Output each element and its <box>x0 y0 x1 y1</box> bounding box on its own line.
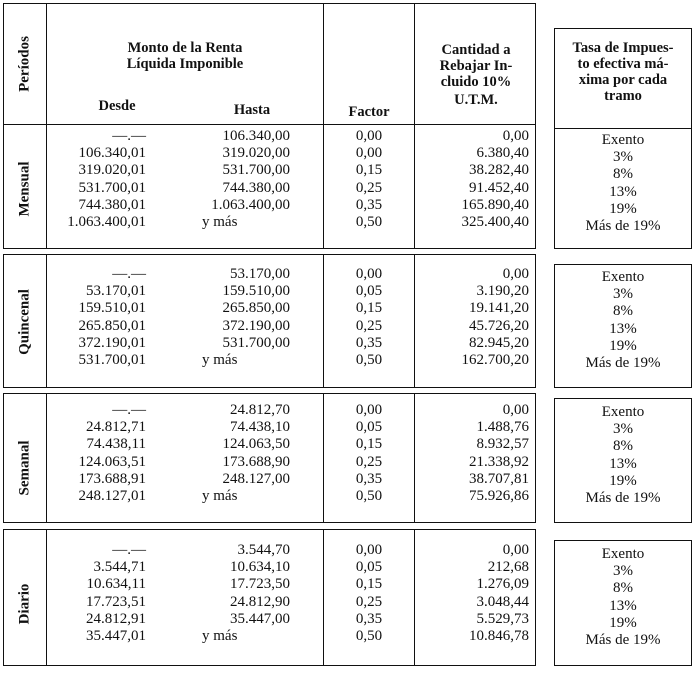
factor-cell: 0,35 <box>355 196 383 213</box>
cantidad-cell: 45.726,20 <box>469 317 529 334</box>
tasa-cell: 8% <box>613 303 633 320</box>
tasa-cell: 19% <box>609 200 637 217</box>
factor-cell: 0,35 <box>355 334 383 351</box>
desde-column <box>44 128 146 231</box>
tasa-cell: 8% <box>613 438 633 455</box>
tasa-cell: Exento <box>601 546 645 562</box>
tasa-box-mensual <box>554 128 692 249</box>
desde-cell: 265.850,01 <box>78 317 146 334</box>
tasa-cell: 19% <box>609 337 637 354</box>
factor-cell: 0,25 <box>355 317 383 334</box>
desde-cell: 3.544,71 <box>93 559 146 576</box>
tasa-cell: 13% <box>609 320 637 337</box>
hasta-cell: 265.850,00 <box>222 300 290 317</box>
factor-cell: 0,00 <box>355 145 383 162</box>
factor-cell: 0,25 <box>355 453 383 470</box>
desde-cell: 124.063,51 <box>78 453 146 470</box>
factor-cell: 0,15 <box>355 576 383 593</box>
tasa-cell: 19% <box>609 472 637 489</box>
periods-header: Períodos <box>16 36 33 92</box>
cantidad-cell: 0,00 <box>502 542 529 558</box>
main-table <box>3 3 536 249</box>
factor-cell: 0,50 <box>355 213 383 230</box>
desde-cell: —.— <box>112 266 146 282</box>
tasa-cell: 19% <box>609 614 637 631</box>
desde-cell: 1.063.400,01 <box>67 213 146 230</box>
cantidad-cell: 91.452,40 <box>469 179 529 196</box>
desde-cell: 35.447,01 <box>86 627 146 644</box>
desde-cell: 531.700,01 <box>78 351 146 368</box>
desde-cell: 10.634,11 <box>86 576 146 593</box>
tasa-cell: 3% <box>613 563 633 580</box>
tasa-cell: Exento <box>601 132 645 148</box>
tasa-cell: 13% <box>609 455 637 472</box>
desde-cell: 24.812,91 <box>86 610 146 627</box>
cantidad-cell: 6.380,40 <box>476 145 529 162</box>
factor-cell: 0,00 <box>355 128 383 144</box>
desde-cell: 106.340,01 <box>78 145 146 162</box>
cantidad-cell: 21.338,92 <box>469 453 529 470</box>
tasa-box-semanal <box>554 398 692 523</box>
hasta-cell: 24.812,90 <box>230 593 290 610</box>
cantidad-cell: 1.276,09 <box>476 576 529 593</box>
factor-column <box>324 542 414 645</box>
cantidad-cell: 0,00 <box>502 266 529 282</box>
desde-column <box>44 542 146 645</box>
desde-column <box>44 266 146 369</box>
tasa-cell: 3% <box>613 421 633 438</box>
hasta-cell: 3.544,70 <box>237 542 290 558</box>
hasta-cell: 372.190,00 <box>222 317 290 334</box>
section-semanal <box>3 393 536 523</box>
tasa-cell: Más de 19% <box>585 489 661 506</box>
tasa-cell: Más de 19% <box>585 217 661 234</box>
cantidad-column <box>415 266 529 369</box>
factor-cell: 0,05 <box>355 419 383 436</box>
cantidad-cell: 1.488,76 <box>476 419 529 436</box>
desde-cell: 74.438,11 <box>86 436 146 453</box>
factor-cell: 0,35 <box>355 610 383 627</box>
hasta-header: Hasta <box>233 102 271 118</box>
period-label: Quincenal <box>16 289 33 355</box>
factor-cell: 0,35 <box>355 470 383 487</box>
desde-cell: 372.190,01 <box>78 334 146 351</box>
desde-cell: 53.170,01 <box>86 283 146 300</box>
factor-cell: 0,25 <box>355 593 383 610</box>
tasa-column <box>555 546 691 649</box>
desde-cell: 248.127,01 <box>78 487 146 504</box>
hasta-cell: 1.063.400,00 <box>211 196 290 213</box>
period-label: Diario <box>16 583 33 625</box>
cantidad-cell: 212,68 <box>487 559 529 576</box>
tasa-cell: 8% <box>613 580 633 597</box>
factor-header: Factor <box>348 104 390 120</box>
hasta-cell: 74.438,10 <box>230 419 290 436</box>
period-label: Mensual <box>16 161 33 217</box>
hasta-cell: 173.688,90 <box>222 453 290 470</box>
factor-cell: 0,05 <box>355 559 383 576</box>
cantidad-cell: 3.048,44 <box>476 593 529 610</box>
factor-cell: 0,15 <box>355 162 383 179</box>
tasa-column <box>555 404 691 507</box>
tasa-cell: Exento <box>601 404 645 420</box>
hasta-cell: 106.340,00 <box>222 128 290 144</box>
factor-cell: 0,50 <box>355 627 383 644</box>
hasta-cell: 319.020,00 <box>222 145 290 162</box>
tasa-column <box>555 269 691 372</box>
factor-cell: 0,15 <box>355 436 383 453</box>
tasa-box-diario <box>554 540 692 666</box>
cantidad-cell: 75.926,86 <box>469 487 529 504</box>
tasa-cell: Exento <box>601 269 645 285</box>
desde-cell: —.— <box>112 128 146 144</box>
cantidad-cell: 162.700,20 <box>461 351 529 368</box>
tasa-header: Tasa de Impues- to efectiva má- xima por cada tramo <box>572 40 674 104</box>
desde-header: Desde <box>98 98 136 114</box>
section-quincenal <box>3 254 536 388</box>
desde-cell: 159.510,01 <box>78 300 146 317</box>
cantidad-column <box>415 128 529 231</box>
hasta-cell: y más <box>202 627 238 644</box>
cantidad-cell: 10.846,78 <box>469 627 529 644</box>
cantidad-cell: 325.400,40 <box>461 213 529 230</box>
factor-cell: 0,50 <box>355 487 383 504</box>
hasta-cell: 35.447,00 <box>230 610 290 627</box>
hasta-cell: 531.700,00 <box>222 334 290 351</box>
tasa-cell: Más de 19% <box>585 354 661 371</box>
hasta-cell: 24.812,70 <box>230 402 290 418</box>
tasa-header-box <box>554 28 692 129</box>
period-label: Semanal <box>16 440 33 496</box>
hasta-cell: y más <box>202 213 238 230</box>
hasta-cell: 17.723,50 <box>230 576 290 593</box>
cantidad-cell: 5.529,73 <box>476 610 529 627</box>
monto-header: Monto de la Renta Líquida Imponible <box>126 40 244 72</box>
factor-cell: 0,00 <box>355 266 383 282</box>
tasa-cell: 13% <box>609 183 637 200</box>
factor-cell: 0,00 <box>355 402 383 418</box>
desde-cell: —.— <box>112 402 146 418</box>
cantidad-cell: 165.890,40 <box>461 196 529 213</box>
desde-cell: —.— <box>112 542 146 558</box>
tasa-box-quincenal <box>554 264 692 388</box>
factor-cell: 0,50 <box>355 351 383 368</box>
cantidad-cell: 8.932,57 <box>476 436 529 453</box>
desde-cell: 17.723,51 <box>86 593 146 610</box>
desde-column <box>44 402 146 505</box>
tasa-cell: 3% <box>613 286 633 303</box>
desde-cell: 173.688,91 <box>78 470 146 487</box>
hasta-column <box>182 402 290 505</box>
desde-cell: 531.700,01 <box>78 179 146 196</box>
tasa-cell: 3% <box>613 149 633 166</box>
hasta-cell: y más <box>202 487 238 504</box>
cantidad-cell: 0,00 <box>502 128 529 144</box>
cantidad-cell: 0,00 <box>502 402 529 418</box>
hasta-column <box>182 128 290 231</box>
hasta-column <box>182 266 290 369</box>
factor-column <box>324 402 414 505</box>
tasa-cell: 8% <box>613 166 633 183</box>
cantidad-header: Cantidad a Rebajar In- cluido 10% U.T.M. <box>439 42 513 108</box>
cantidad-cell: 82.945,20 <box>469 334 529 351</box>
desde-cell: 319.020,01 <box>78 162 146 179</box>
factor-column <box>324 266 414 369</box>
factor-cell: 0,25 <box>355 179 383 196</box>
factor-column <box>324 128 414 231</box>
factor-cell: 0,05 <box>355 283 383 300</box>
section-diario <box>3 529 536 666</box>
cantidad-cell: 38.282,40 <box>469 162 529 179</box>
hasta-cell: 248.127,00 <box>222 470 290 487</box>
desde-cell: 24.812,71 <box>86 419 146 436</box>
cantidad-column <box>415 542 529 645</box>
hasta-cell: 744.380,00 <box>222 179 290 196</box>
factor-cell: 0,15 <box>355 300 383 317</box>
desde-cell: 744.380,01 <box>78 196 146 213</box>
hasta-cell: y más <box>202 351 238 368</box>
hasta-cell: 124.063,50 <box>222 436 290 453</box>
tasa-column <box>555 132 691 235</box>
cantidad-cell: 38.707,81 <box>469 470 529 487</box>
hasta-cell: 10.634,10 <box>230 559 290 576</box>
hasta-cell: 159.510,00 <box>222 283 290 300</box>
hasta-column <box>182 542 290 645</box>
factor-cell: 0,00 <box>355 542 383 558</box>
hasta-cell: 531.700,00 <box>222 162 290 179</box>
cantidad-column <box>415 402 529 505</box>
cantidad-cell: 3.190,20 <box>476 283 529 300</box>
hasta-cell: 53.170,00 <box>230 266 290 282</box>
tasa-cell: Más de 19% <box>585 631 661 648</box>
cantidad-cell: 19.141,20 <box>469 300 529 317</box>
tasa-cell: 13% <box>609 597 637 614</box>
